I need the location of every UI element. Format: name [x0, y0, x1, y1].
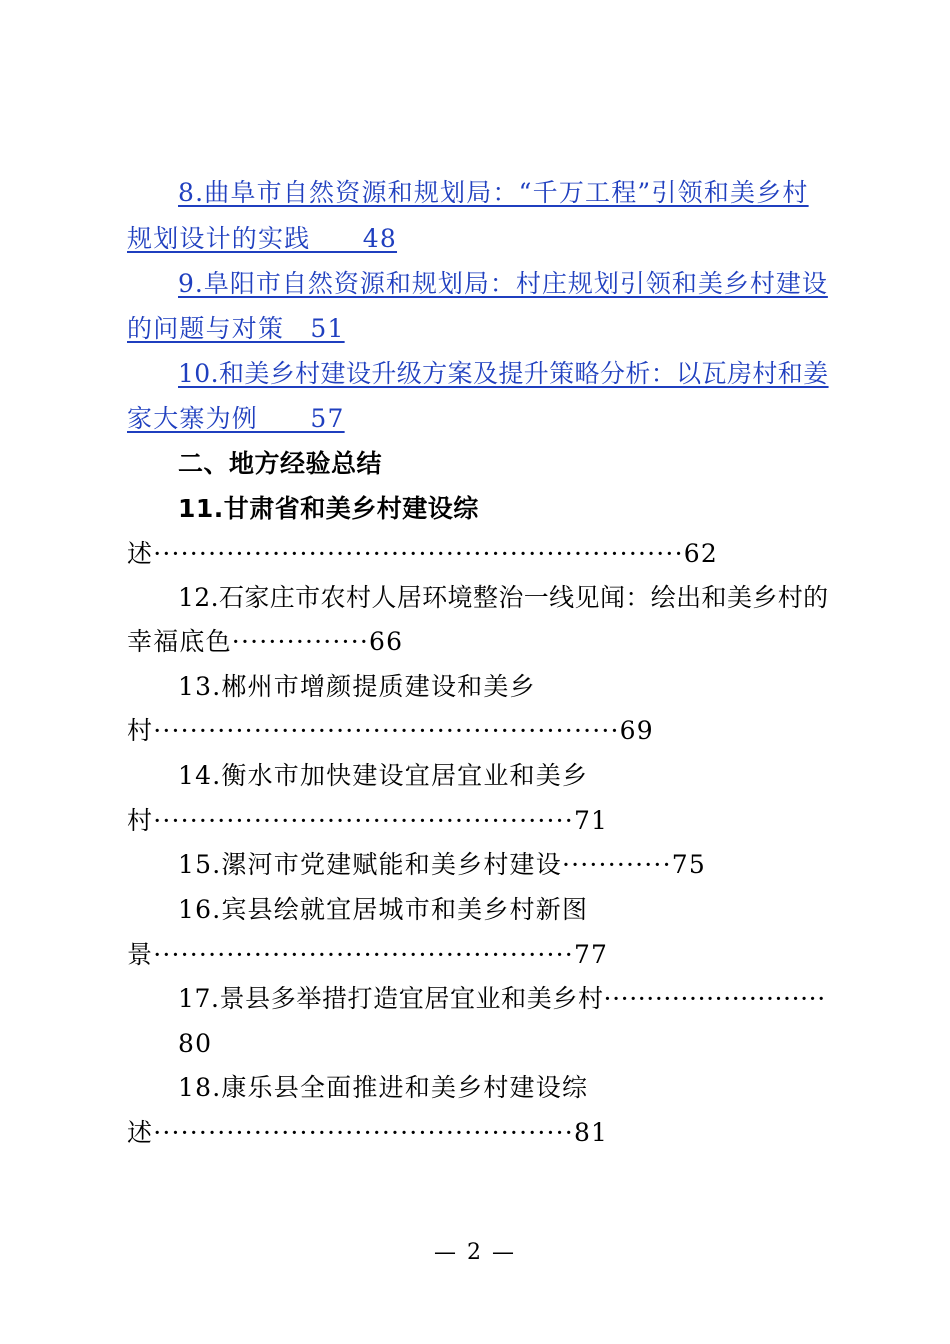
section-heading-local-experience: 二、地方经验总结	[178, 449, 383, 478]
toc-entry-9-line-1[interactable]: 9.阜阳市自然资源和规划局：村庄规划引领和美乡村建设	[178, 269, 828, 298]
toc-entry-17-line-2: 80	[178, 1029, 213, 1058]
toc-entry-13-line-1: 13.郴州市增颜提质建设和美乡	[178, 672, 536, 701]
toc-entry-13-line-2: 村···················································69	[127, 716, 654, 745]
toc-entry-11-line-2: 述··························································62	[127, 539, 718, 568]
toc-entry-10-line-2[interactable]: 家大寨为例 57	[127, 404, 345, 433]
toc-entry-8-line-2[interactable]: 规划设计的实践 48	[127, 224, 398, 253]
toc-entry-11-line-1: 11.甘肃省和美乡村建设综	[178, 494, 479, 523]
toc-entry-8-line-1[interactable]: 8.曲阜市自然资源和规划局：“千万工程”引领和美乡村	[178, 178, 809, 207]
toc-entry-17-line-1: 17.景县多举措打造宜居宜业和美乡村··························	[178, 984, 826, 1013]
toc-entry-12-line-1: 12.石家庄市农村人居环境整治一线见闻：绘出和美乡村的	[178, 583, 829, 612]
toc-entry-14-line-1: 14.衡水市加快建设宜居宜业和美乡	[178, 761, 589, 790]
toc-entry-9-line-2[interactable]: 的问题与对策 51	[127, 314, 345, 343]
toc-entry-16-line-2: 景··············································77	[127, 940, 609, 969]
toc-entry-15: 15.漯河市党建赋能和美乡村建设············75	[178, 850, 706, 879]
toc-entry-10-line-1[interactable]: 10.和美乡村建设升级方案及提升策略分析：以瓦房村和姜	[178, 359, 829, 388]
toc-entry-16-line-1: 16.宾县绘就宜居城市和美乡村新图	[178, 895, 589, 924]
page-number: — 2 —	[434, 1240, 516, 1265]
toc-entry-12-line-2: 幸福底色···············66	[127, 627, 404, 656]
toc-entry-14-line-2: 村··············································71	[127, 806, 609, 835]
toc-entry-18-line-1: 18.康乐县全面推进和美乡村建设综	[178, 1073, 589, 1102]
toc-entry-18-line-2: 述··············································81	[127, 1118, 609, 1147]
